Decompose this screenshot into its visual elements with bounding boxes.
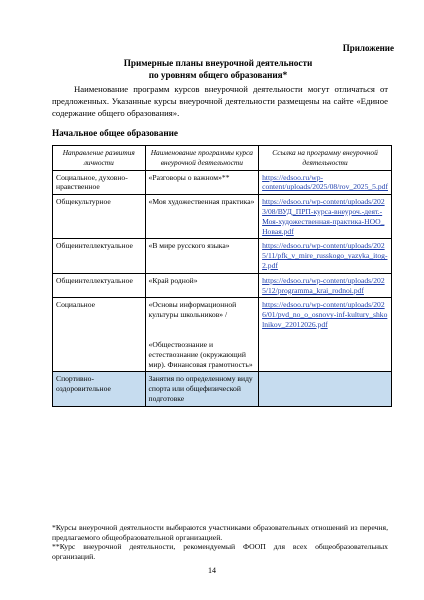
spacer <box>149 320 256 340</box>
header-link: Ссылка на программу внеурочной деятельности <box>259 146 392 171</box>
footnotes <box>52 523 388 561</box>
cell-program: «Край родной» <box>145 273 259 298</box>
title-line-1: Примерные планы внеурочной деятельности <box>123 58 313 68</box>
table-row <box>53 239 392 273</box>
program-name: «Основы информационной культуры школьников» / <box>148 300 237 320</box>
cell-program: «В мире русского языка» <box>145 239 259 273</box>
table-row <box>53 170 392 195</box>
footnote-1: *Курсы внеурочной деятельности выбираются участниками образовательных отношений из перечня, предлагаемого общеобразовательной организацией. <box>52 523 388 542</box>
title-line-2: по уровням общего образования* <box>148 70 288 80</box>
program-name-alt: «Обществознание и естествознание (окружающий мир). Финансовая грамотность» <box>148 339 253 369</box>
cell-direction: Спортивно-оздоровительное <box>53 372 146 406</box>
table-row <box>53 273 392 298</box>
program-link[interactable]: https://edsoo.ru/wp-content/uploads/2025/12/programma_krai_rodnoi.pdf <box>262 275 385 295</box>
cell-link[interactable] <box>259 239 392 273</box>
plans-table <box>52 145 392 407</box>
cell-link <box>259 372 392 406</box>
header-direction: Направление развития личности <box>53 146 146 171</box>
cell-direction: Общеинтеллектуальное <box>53 273 146 298</box>
page-number: 14 <box>208 566 216 575</box>
cell-program: «Моя художественная практика» <box>145 195 259 239</box>
cell-program: Занятия по определенному виду спорта или общефизической подготовке <box>145 372 259 406</box>
cell-direction: Социальное <box>53 298 146 372</box>
cell-link[interactable] <box>259 195 392 239</box>
table-row-highlighted <box>53 372 392 406</box>
footnote-2: **Курс внеурочной деятельности, рекомендуемый ФООП для всех общеобразовательных организаций. <box>52 542 388 561</box>
cell-direction: Общеинтеллектуальное <box>53 239 146 273</box>
cell-direction: Социальное, духовно-нравственное <box>53 170 146 195</box>
intro-paragraph: Наименование программ курсов внеурочной деятельности могут отличаться от предложенных. Указанные курсы внеурочной деятельности размещены на сайте «Единое содержание общего образования». <box>52 84 388 118</box>
program-link[interactable]: https://edsoo.ru/wp-content/uploads/2025/11/pfk_v_mire_russkogo_yazyka_itog-2.pdf <box>262 241 388 270</box>
cell-direction: Общекультурное <box>53 195 146 239</box>
table-header-row <box>53 146 392 171</box>
cell-link[interactable] <box>259 298 392 372</box>
table-row <box>53 195 392 239</box>
document-title <box>52 57 384 81</box>
cell-link[interactable] <box>259 170 392 195</box>
program-link[interactable]: https://edsoo.ru/wp-content/uploads/2026/01/pvd_no_o_osnovy-inf-kultury_shkolnikov_22012026.pdf <box>262 300 388 329</box>
appendix-label: Приложение <box>342 43 394 53</box>
program-link[interactable]: https://edsoo.ru/wp-content/uploads/2023/08/ВУД_ПРП-курса-внеуроч.-деят.-Моя-художественная-практика-НОО_Новая.pdf <box>262 197 385 236</box>
cell-program <box>145 298 259 372</box>
program-link[interactable]: https://edsoo.ru/wp-content/uploads/2025/08/rov_2025_5.pdf <box>262 172 388 192</box>
section-title: Начальное общее образование <box>52 128 179 138</box>
cell-program: «Разговоры о важном»** <box>145 170 259 195</box>
table-row <box>53 298 392 372</box>
header-program: Наименование программы курса внеурочной деятельности <box>145 146 259 171</box>
cell-link[interactable] <box>259 273 392 298</box>
